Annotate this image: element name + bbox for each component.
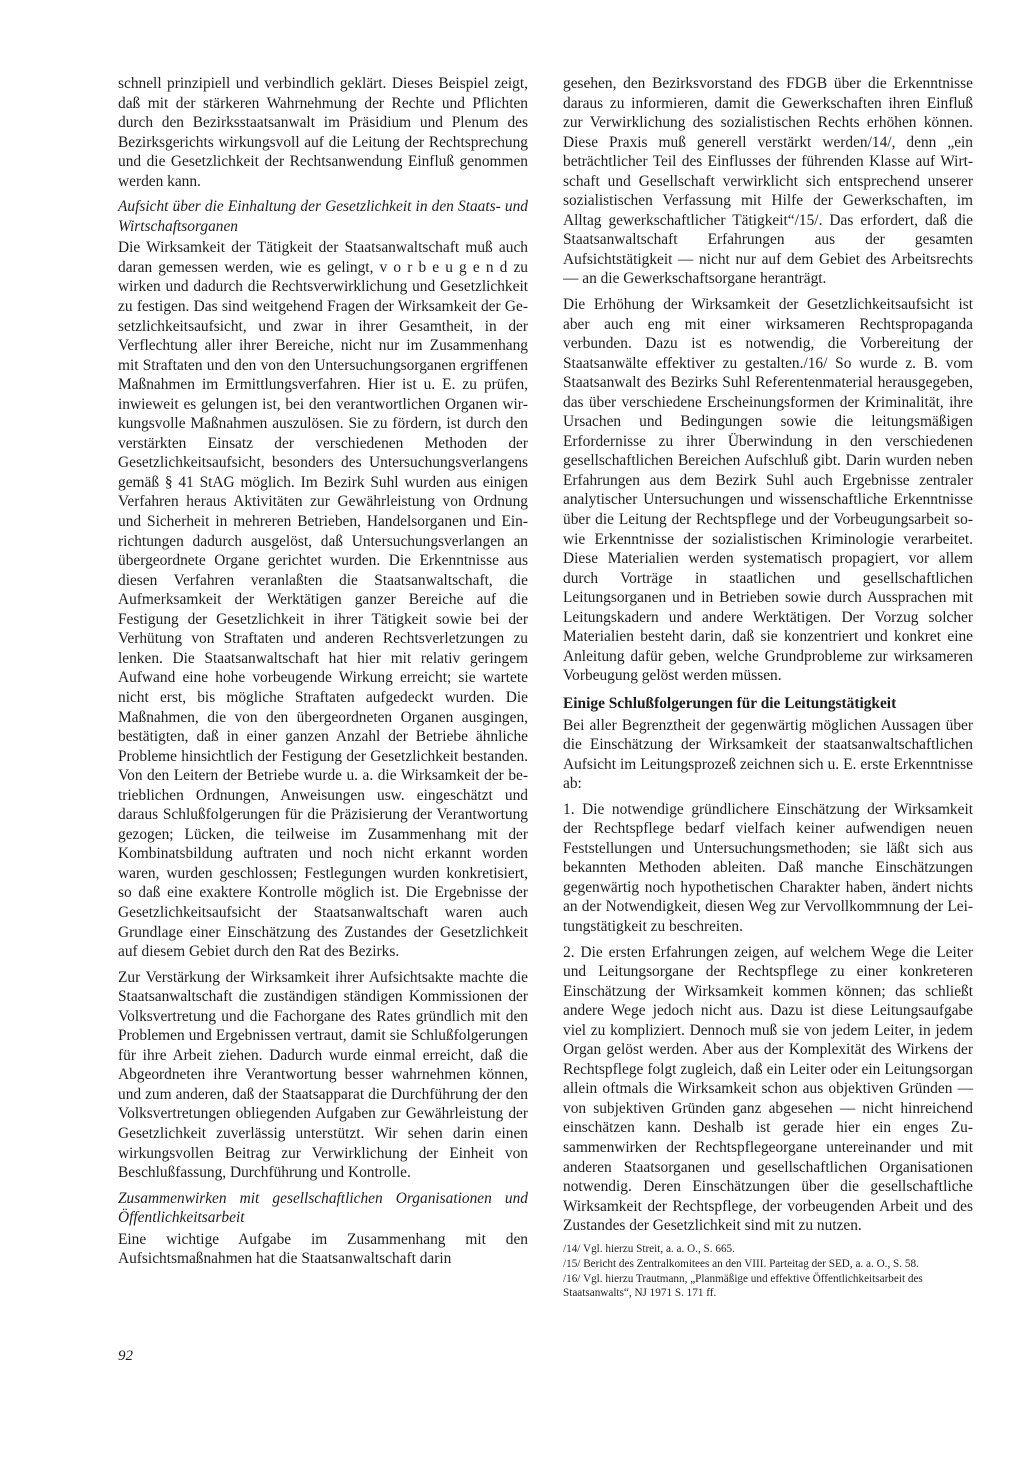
paragraph: gesehen, den Bezirksvorstand des FDGB über die Erkenntnisse daraus zu informieren, damit die Gewerkschaften ihren Einfluß zur Verwirklichung des sozialistischen Rechts erhöhen können. Diese Praxis muß generell verstärkt werden/14/, denn „ein beträchtlicher Teil des Einflusses der führenden Klasse auf Wirtschaft und Gesellschaft verwirklicht sich entsprechend unserer sozialistischen Verfassung mit Hilfe der Gewerkschaften, im Alltag gewerkschaftlicher Tätigkeit“/15/. Das erfordert, daß die Staatsanwaltschaft Erfahrungen aus der gesamten Aufsichtstätigkeit — nicht nur auf dem Gebiet des Arbeitsrechts — an die Gewerkschaftsorgane heranträgt. xyxy=(563,75,973,288)
numbered-item: 1. Die notwendige gründlichere Einschätzung der Wirksamkeit der Rechtspflege bedarf vielfach keiner aufwendigen neuen Feststellungen und Untersuchungsmethoden; sie läßt sich aus bekannten Methoden ableiten. Daß manche Einschätzungen gegenwärtig noch hypothetischen Charakter haben, ändert nichts an der Notwendigkeit, diesen Weg zur Vervollkommnung der Leitungstätigkeit zu beschreiten. xyxy=(563,800,973,935)
page-number: 92 xyxy=(118,1348,133,1364)
paragraph: schnell prinzipiell und verbindlich geklärt. Dieses Beispiel zeigt, daß mit der stärkeren Wahrnehmung der Rechte und Pflichten durch den Bezirksstaatsanwalt im Präsidium und Plenum des Bezirksgerichts wirkungsvoll auf die Leitung der Rechtsprechung und die Gesetzlichkeit der Rechtsanwendung Einfluß genommen werden kann. xyxy=(118,75,528,190)
paragraph: Die Erhöhung der Wirksamkeit der Gesetzlichkeitsaufsicht ist aber auch eng mit einer wirksameren Rechtspropaganda verbunden. Dazu ist es notwendig, die Vorbereitung der Staatsanwälte effektiver zu gestalten./16/ So wurde z. B. vom Staatsanwalt des Bezirks Suhl Referentenmaterial herausgegeben, das über verschiedene Erscheinungsformen der Kriminalität, ihre Ursachen und Bedingungen sowie die leitungsmäßigen Erfordernisse zu ihrer Überwindung in den verschiedenen gesellschaftlichen Bereichen Aufschluß gibt. Darin wurden neben Erfahrungen aus dem Bezirk Suhl auch Ergebnisse zentraler analytischer Untersuchungen und wissenschaftliche Erkenntnisse über die Leitung der Rechtspflege und der Vorbeugungsarbeit sowie Erkenntnisse der sozialistischen Kriminologie verarbeitet. Diese Materialien werden systematisch propagiert, vor allem durch Vorträge in staatlichen und gesellschaftlichen Leitungsorganen und in Betrieben sowie durch Aussprachen mit Leitungskadern und andere Werktätigen. Der Vorzug solcher Materialien besteht darin, daß sie konzentriert und konkret eine Anleitung dafür geben, welche Grundprobleme zur wirksameren Vorbeugung gelöst werden müssen. xyxy=(563,296,973,685)
footnote: /16/ Vgl. hierzu Trautmann, „Planmäßige und effektive Öffentlichkeitsarbeit des Staatsanwalts“, NJ 1971 S. 171 ff. xyxy=(563,1272,923,1299)
right-column xyxy=(563,74,973,1301)
footnote: /14/ Vgl. hierzu Streit, a. a. O., S. 665. xyxy=(563,1242,735,1255)
paragraph: Zur Verstärkung der Wirksamkeit ihrer Aufsichtsakte machte die Staatsanwaltschaft die zuständigen ständigen Kommissionen der Volksvertretung und die Fachorgane des Rates gründlich mit den Problemen und Ergebnissen vertraut, damit sie Schlußfolgerungen für ihre Arbeit ziehen. Dadurch wurde einmal erreicht, daß die Abgeordneten ihre Verantwortung besser wahrnehmen können, und zum anderen, daß der Staatsapparat die Durchführung der den Volksvertretungen obliegenden Aufgaben zur Gewährleistung der Gesetzlichkeit zuverlässig unterstützt. Wir sehen darin einen wirkungsvollen Beitrag zur Verwirklichung der Einheit von Beschlußfassung, Durchführung und Kontrolle. xyxy=(118,968,528,1182)
paragraph: Die Wirksamkeit der Tätigkeit der Staatsanwaltschaft muß auch daran gemessen werden, wie es gelingt, v o r b e u g e n d zu wirken und dadurch die Rechtsverwirklichung und Gesetzlichkeit zu festigen. Das sind weitgehend Fragen der Wirksamkeit der Gesetzlichkeitsaufsicht, und zwar in ihrer Gesamtheit, in der Verflechtung aller ihrer Bereiche, nicht nur im Zusammenhang mit Straftaten und den von den Untersuchungsorganen ergriffenen Maßnahmen im Ermittlungsverfahren. Hier ist u. E. zu prüfen, inwieweit es gelungen ist, bei den verantwortlichen Organen wirkungsvolle Maßnahmen auszulösen. Sie zu fördern, ist durch den verstärkten Einsatz der verschiedenen Methoden der Gesetzlichkeitsaufsicht, besonders des Untersuchungsverlangens gemäß § 41 StAG möglich. Im Bezirk Suhl wurden aus einigen Verfahren heraus Aktivitäten zur Gewährleistung von Ordnung und Sicherheit in mehreren Betrieben, Handelsorganen und Einrichtungen dadurch ausgelöst, daß Untersuchungsverlangen an übergeordnete Organe gerichtet wurden. Die Erkenntnisse aus diesen Verfahren veranlaßten die Staatsanwaltschaft, die Aufmerksamkeit der Werktätigen ganzer Bereiche auf die Festigung der Gesetzlichkeit in ihrer Tätigkeit sowie bei der Verhütung von Straftaten und anderen Rechtsverletzungen zu lenken. Die Staatsanwaltschaft hat hier mit relativ geringem Aufwand eine hohe vorbeugende Wirkung erreicht; sie wartete nicht erst, bis mögliche Straftaten aufgedeckt wurden. Die Maßnahmen, die von den übergeordneten Organen ausgingen, bestätigten, daß in einer ganzen Anzahl der Betriebe ähnliche Probleme hinsichtlich der Festigung der Gesetzlichkeit bestanden. Von den Leitern der Betriebe wurde u. a. die Wirksamkeit der betrieblichen Ordnungen, Anweisungen usw. eingeschätzt und daraus Schlußfolgerungen für die Präzisierung der Verantwortung gezogen; Lücken, die teilweise im Zusammenhang mit der Kombinatsbildung auftraten und noch nicht erkannt worden waren, wurden geschlossen; Festlegungen wurden konkretisiert, so daß eine exaktere Kontrolle möglich ist. Die Ergebnisse der Gesetzlichkeitsaufsicht der Staatsanwaltschaft waren auch Grundlage einer Einschätzung des Zustandes der Gesetzlichkeit auf diesem Gebiet durch den Rat des Bezirks. xyxy=(118,239,528,961)
footnotes xyxy=(563,1242,973,1300)
section-heading: Aufsicht über die Einhaltung der Gesetzlichkeit in den Staats- und Wirtschaftsorganen xyxy=(118,198,528,235)
section-heading: Einige Schlußfolgerungen für die Leitungstätigkeit xyxy=(563,694,897,712)
footnote: /15/ Bericht des Zentralkomitees an den VIII. Parteitag der SED, a. a. O., S. 58. xyxy=(563,1257,919,1270)
section-heading: Zusammenwirken mit gesellschaftlichen Organisationen und Öffentlichkeitsarbeit xyxy=(118,1189,528,1227)
paragraph: Eine wichtige Aufgabe im Zusammenhang mit den Aufsichtsmaßnahmen hat die Staatsanwaltschaft darin xyxy=(118,1230,528,1268)
left-column xyxy=(118,74,528,1275)
numbered-item: 2. Die ersten Erfahrungen zeigen, auf welchem Wege die Leiter und Leitungsorgane der Rechtspflege zu einer konkreteren Einschätzung der Wirksamkeit kommen können; das schließt andere Wege jedoch nicht aus. Dazu ist diese Leitungsaufgabe viel zu kompliziert. Dennoch muß sie von jedem Leiter, in jedem Organ gelöst werden. Aber aus der Komplexität des Wirkens der Rechtspflege folgt zugleich, daß ein Leiter oder ein Leitungsorgan allein oftmals die Wirksamkeit schon aus objektiven Gründen — von subjektiven Gründen ganz abgesehen — nicht hinreichend einschätzen kann. Deshalb ist gerade hier ein enges Zusammenwirken der Rechtspflegeorgane untereinander und mit anderen Staatsorganen und gesellschaftlichen Organisationen notwendig. Deren Einschätzungen über die gesellschaftliche Wirksamkeit der Rechtspflege, der vorbeugenden Arbeit und des Zustandes der Gesetzlichkeit sind mit zu nutzen. xyxy=(563,943,973,1235)
paragraph: Bei aller Begrenztheit der gegenwärtig möglichen Aussagen über die Einschätzung der Wirksamkeit der staatsanwaltschaftlichen Aufsicht im Leitungsprozeß zeichnen sich u. E. erste Erkenntnisse ab: xyxy=(563,716,973,793)
